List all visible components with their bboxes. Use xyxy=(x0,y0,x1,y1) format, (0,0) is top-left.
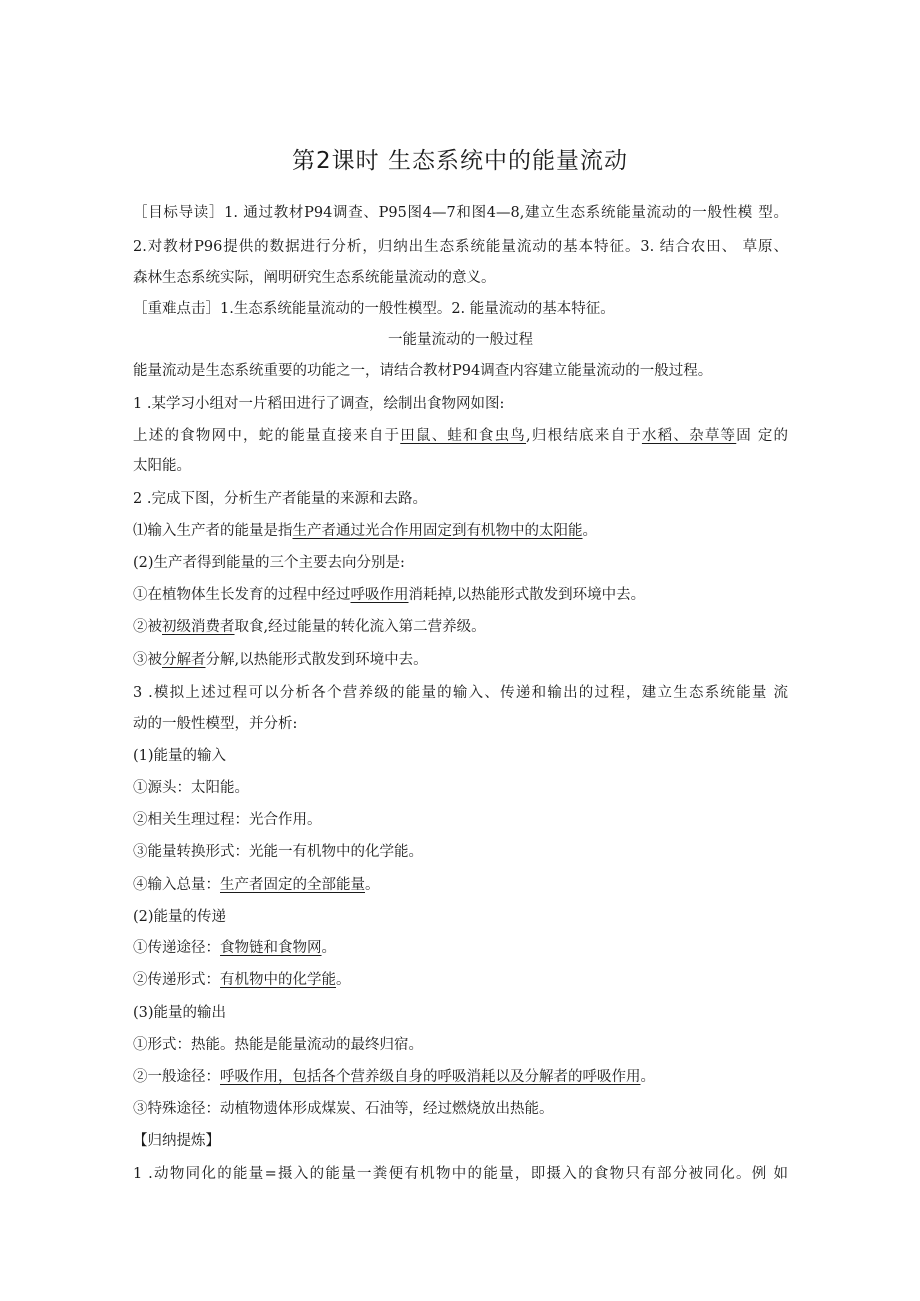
q3-transfer-1 xyxy=(133,938,788,958)
q3-transfer-2-post: 。 xyxy=(336,972,351,988)
q3-transfer-2 xyxy=(133,970,788,990)
q1-answer-post: 固 定的 xyxy=(736,428,788,444)
q3-transfer-1-pre: ①传递途径： xyxy=(133,940,220,956)
q1-answer-pre: 上述的食物网中，蛇的能量直接来自于 xyxy=(133,428,401,444)
q2-stem: 2 .完成下图，分析生产者能量的来源和去路。 xyxy=(133,491,427,507)
q2-choice-3-pre: ③被 xyxy=(133,652,162,668)
q1-answer-line xyxy=(133,426,788,446)
q2-choice-1-blank: 呼吸作用 xyxy=(350,587,409,603)
goals-line-1: ［目标导读］1. 通过教材P94调查、P95图4—7和图4—8,建立生态系统能量流动的一般性模 型。 xyxy=(133,205,788,221)
q3-input-4 xyxy=(133,875,788,895)
q2-choice-1 xyxy=(133,585,788,605)
goals-line-2: 2.对教材P96提供的数据进行分析，归纳出生态系统能量流动的基本特征。3. 结合农田、 草原、 xyxy=(133,239,788,255)
q2-part-2: (2)生产者得到能量的三个主要去向分别是: xyxy=(133,555,405,571)
q2-choice-3-blank: 分解者 xyxy=(162,652,206,668)
q2-part-1-pre: ⑴输入生产者的能量是指 xyxy=(133,523,293,539)
q2-choice-2-pre: ②被 xyxy=(133,619,162,635)
q3-output-1: ①形式：热能。热能是能量流动的最终归宿。 xyxy=(133,1037,423,1053)
q2-part-1 xyxy=(133,521,788,541)
q3-stem-line-1: 3 .模拟上述过程可以分析各个营养级的能量的输入、传递和输出的过程，建立生态系统能量 流 xyxy=(133,685,788,701)
q2-part-1-blank: 生产者通过光合作用固定到有机物中的太阳能 xyxy=(292,523,583,539)
q2-choice-2-post: 取食,经过能量的转化流入第二营养级。 xyxy=(234,619,486,635)
q3-transfer-1-blank: 食物链和食物网 xyxy=(220,940,322,956)
q2-choice-3 xyxy=(133,650,788,670)
q1-answer-mid: ,归根结底来自于 xyxy=(526,428,642,444)
q3-input-1: ①源头：太阳能。 xyxy=(133,780,249,796)
page-title: 第2课时 生态系统中的能量流动 xyxy=(292,148,628,174)
q2-choice-2-blank: 初级消费者 xyxy=(162,619,235,635)
q2-choice-2 xyxy=(133,617,788,637)
q3-transfer-heading: (2)能量的传递 xyxy=(133,909,227,925)
q2-part-1-post: 。 xyxy=(582,523,597,539)
summary-heading: 【归纳提炼】 xyxy=(133,1133,220,1149)
q1-answer-blank-2: 水稻、杂草等 xyxy=(641,428,737,444)
q2-choice-1-post: 消耗掉,以热能形式散发到环境中去。 xyxy=(408,587,646,603)
q3-input-4-pre: ④输入总量： xyxy=(133,877,220,893)
q3-input-heading: (1)能量的输入 xyxy=(133,748,227,764)
q3-input-4-post: 。 xyxy=(365,877,380,893)
q3-output-2-pre: ②一般途径： xyxy=(133,1069,220,1085)
q2-choice-1-pre: ①在植物体生长发育的过程中经过 xyxy=(133,587,351,603)
focus-points: ［重难点击］1.生态系统能量流动的一般性模型。2. 能量流动的基本特征。 xyxy=(133,301,615,317)
section-heading: 一能量流动的一般过程 xyxy=(388,332,533,348)
goals-line-3: 森林生态系统实际，阐明研究生态系统能量流动的意义。 xyxy=(133,270,496,286)
summary-line-1: 1 .动物同化的能量=摄入的能量一粪便有机物中的能量，即摄入的食物只有部分被同化。例 如 xyxy=(133,1166,788,1182)
q3-output-3: ③特殊途径：动植物遗体形成煤炭、石油等，经过燃烧放出热能。 xyxy=(133,1101,554,1117)
q3-output-2-post: 。 xyxy=(640,1069,655,1085)
q3-input-4-blank: 生产者固定的全部能量 xyxy=(220,877,365,893)
q3-transfer-2-blank: 有机物中的化学能 xyxy=(220,972,336,988)
q2-choice-3-post: 分解,以热能形式散发到环境中去。 xyxy=(205,652,428,668)
q1-answer-blank-1: 田鼠、蛙和食虫鸟 xyxy=(400,428,527,444)
q3-stem-line-2: 动的一般性模型，并分析: xyxy=(133,716,298,732)
intro-paragraph: 能量流动是生态系统重要的功能之一，请结合教材P94调查内容建立能量流动的一般过程。 xyxy=(133,363,713,379)
q1-answer-line-2: 太阳能。 xyxy=(133,458,191,474)
q3-output-2-blank: 呼吸作用，包括各个营养级自身的呼吸消耗以及分解者的呼吸作用 xyxy=(220,1069,641,1085)
q3-output-heading: (3)能量的输出 xyxy=(133,1005,227,1021)
q1-stem: 1 .某学习小组对一片稻田进行了调查，绘制出食物网如图: xyxy=(133,396,505,412)
q3-transfer-1-post: 。 xyxy=(321,940,336,956)
q3-output-2 xyxy=(133,1067,788,1087)
q3-input-3: ③能量转换形式：光能一有机物中的化学能。 xyxy=(133,844,423,860)
q3-transfer-2-pre: ②传递形式： xyxy=(133,972,220,988)
q3-input-2: ②相关生理过程：光合作用。 xyxy=(133,812,322,828)
